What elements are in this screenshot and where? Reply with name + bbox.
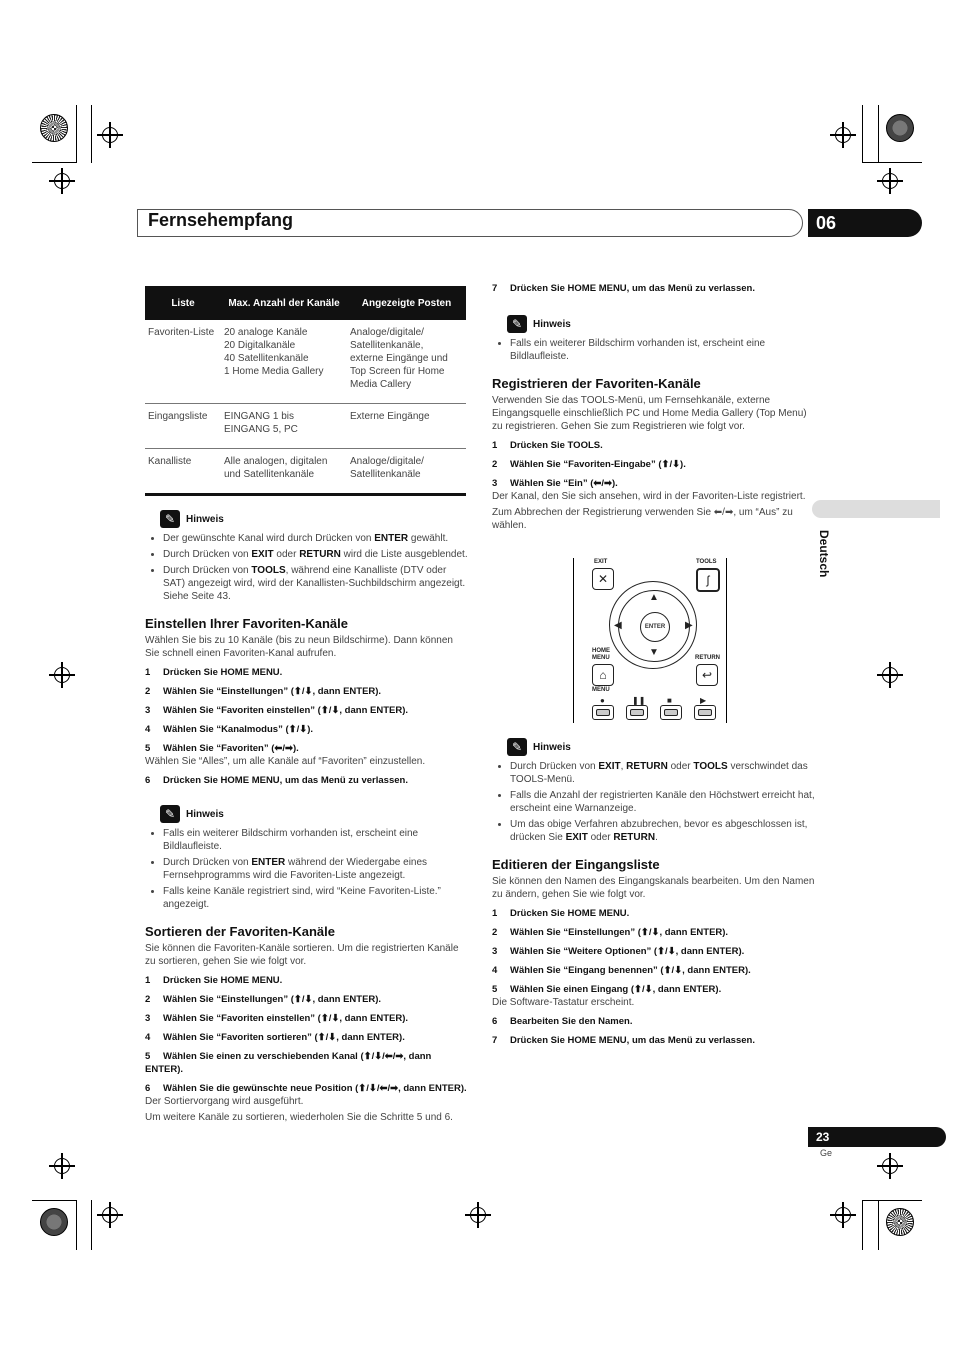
step: 6 Bearbeiten Sie den Namen. bbox=[492, 1016, 633, 1027]
note-label: Hinweis bbox=[186, 808, 224, 820]
step: 4 Wählen Sie “Favoriten sortieren” (⬆/⬇, dann ENTER). bbox=[145, 1032, 405, 1043]
arrow-right-icon: ▶ bbox=[685, 620, 693, 631]
color-button-icon bbox=[694, 705, 716, 720]
menu-label: MENU bbox=[592, 687, 610, 693]
table-row bbox=[145, 320, 466, 404]
list-item: • Falls ein weiterer Bildschirm vorhanden ist, erscheint eine Bildlaufleiste. bbox=[163, 827, 470, 853]
registration-mark-icon bbox=[54, 173, 70, 189]
note-heading bbox=[145, 510, 470, 528]
section-intro: Sie können den Namen des Eingangskanals bearbeiten. Um den Namen zu ändern, gehen Sie wie folgt vor. bbox=[492, 876, 815, 900]
list-item: • Der gewünschte Kanal wird durch Drücken von ENTER gewählt. bbox=[163, 532, 470, 545]
list-item: • Falls keine Kanäle registriert sind, wird “Keine Favoriten-Liste.” angezeigt. bbox=[163, 885, 470, 911]
stop-icon: ■ bbox=[667, 696, 672, 705]
record-icon: ● bbox=[600, 696, 605, 705]
step-note: Der Sortiervorgang wird ausgeführt. bbox=[145, 1096, 304, 1107]
step: 7 Drücken Sie HOME MENU, um das Menü zu verlassen. bbox=[492, 1035, 755, 1046]
step: 1 Drücken Sie HOME MENU. bbox=[145, 975, 283, 986]
language-tab bbox=[812, 500, 940, 518]
section-intro: Wählen Sie bis zu 10 Kanäle (bis zu neun Bildschirme). Dann können Sie schnell einen Favoriten-Kanal aufrufen. bbox=[145, 635, 453, 659]
section-heading: Registrieren der Favoriten-Kanäle bbox=[492, 376, 701, 391]
step: 2 Wählen Sie “Einstellungen” (⬆/⬇, dann ENTER). bbox=[492, 927, 729, 938]
remote-illustration bbox=[573, 558, 727, 723]
pencil-icon: ✎ bbox=[507, 315, 527, 333]
step: 2 Wählen Sie “Einstellungen” (⬆/⬇, dann ENTER). bbox=[145, 686, 382, 697]
table-cell: Externe Eingänge bbox=[347, 404, 466, 449]
step: 6 Drücken Sie HOME MENU, um das Menü zu verlassen. bbox=[145, 775, 408, 786]
step: 5 Wählen Sie “Favoriten” (⬅/➡). bbox=[145, 743, 299, 754]
registration-mark-icon bbox=[882, 667, 898, 683]
step: 3 Wählen Sie “Ein” (⬅/➡). bbox=[492, 478, 618, 489]
note-heading bbox=[492, 315, 817, 333]
registration-mark-icon bbox=[54, 667, 70, 683]
arrow-left-icon: ◀ bbox=[614, 620, 622, 631]
list-item: • Um das obige Verfahren abzubrechen, bevor es abgeschlossen ist, drücken Sie EXIT oder RETURN. bbox=[510, 818, 817, 844]
section-heading: Editieren der Eingangsliste bbox=[492, 857, 660, 872]
page-title: Fernsehempfang bbox=[148, 210, 294, 230]
step-note: Die Software-Tastatur erscheint. bbox=[492, 997, 635, 1008]
list-table bbox=[145, 286, 466, 496]
exit-button-icon: ✕ bbox=[592, 568, 614, 590]
arrow-up-icon: ▲ bbox=[649, 592, 659, 603]
step: 5 Wählen Sie einen Eingang (⬆/⬇, dann ENTER). bbox=[492, 984, 722, 995]
table-cell: Favoriten-Liste bbox=[145, 320, 221, 404]
enter-button-icon: ENTER bbox=[640, 612, 670, 642]
table-cell: Analoge/digitale/ Satellitenkanäle, externe Eingänge und Top Screen für Home Media Callery bbox=[347, 320, 466, 404]
page-language: Ge bbox=[820, 1148, 833, 1158]
table-cell: Analoge/digitale/ Satellitenkanäle bbox=[347, 449, 466, 495]
table-cell: 20 analoge Kanäle 20 Digitalkanäle 40 Satellitenkanäle 1 Home Media Gallery bbox=[221, 320, 347, 404]
color-bar-icon bbox=[886, 114, 914, 142]
list-item: • Falls ein weiterer Bildschirm vorhanden ist, erscheint eine Bildlaufleiste. bbox=[510, 337, 817, 363]
registration-mark-icon bbox=[102, 1207, 118, 1223]
note-list bbox=[145, 827, 470, 911]
note-list bbox=[492, 760, 817, 844]
tools-button-icon: ʃ bbox=[696, 568, 720, 592]
note-list bbox=[145, 532, 470, 603]
list-item: • Durch Drücken von ENTER während der Wiedergabe eines Fernsehprogramms wird die Favoriten-Liste angezeigt. bbox=[163, 856, 470, 882]
arrow-down-icon: ▼ bbox=[649, 647, 659, 658]
registration-mark-icon bbox=[54, 1158, 70, 1174]
section-heading: Einstellen Ihrer Favoriten-Kanäle bbox=[145, 616, 349, 631]
table-cell: Kanalliste bbox=[145, 449, 221, 495]
section-heading: Sortieren der Favoriten-Kanäle bbox=[145, 924, 335, 939]
pencil-icon: ✎ bbox=[160, 805, 180, 823]
color-bar-icon bbox=[40, 114, 68, 142]
table-cell: Eingangsliste bbox=[145, 404, 221, 449]
table-cell: EINGANG 1 bis EINGANG 5, PC bbox=[221, 404, 347, 449]
step: 2 Wählen Sie “Einstellungen” (⬆/⬇, dann ENTER). bbox=[145, 994, 382, 1005]
color-button-icon bbox=[626, 705, 648, 720]
note-heading bbox=[492, 738, 817, 756]
color-bar-icon bbox=[40, 1208, 68, 1236]
play-icon: ▶ bbox=[700, 696, 707, 705]
left-column bbox=[145, 286, 470, 1124]
step: 6 Wählen Sie die gewünschte neue Position (⬆/⬇/⬅/➡, dann ENTER). bbox=[145, 1083, 467, 1094]
pencil-icon: ✎ bbox=[160, 510, 180, 528]
step: 1 Drücken Sie HOME MENU. bbox=[492, 908, 630, 919]
color-button-icon bbox=[660, 705, 682, 720]
registration-mark-icon bbox=[470, 1207, 486, 1223]
step-note: Zum Abbrechen der Registrierung verwenden Sie ⬅/➡, um “Aus” zu wählen. bbox=[492, 507, 793, 531]
step: 1 Drücken Sie HOME MENU. bbox=[145, 667, 283, 678]
registration-mark-icon bbox=[102, 127, 118, 143]
chapter-number: 06 bbox=[808, 209, 922, 237]
registration-mark-icon bbox=[882, 173, 898, 189]
table-cell: Alle analogen, digitalen und Satellitenkanäle bbox=[221, 449, 347, 495]
table-header: Angezeigte Posten bbox=[347, 286, 466, 320]
return-button-icon: ↩ bbox=[696, 664, 718, 686]
list-item: • Durch Drücken von EXIT oder RETURN wird die Liste ausgeblendet. bbox=[163, 548, 470, 561]
step: 2 Wählen Sie “Favoriten-Eingabe” (⬆/⬇). bbox=[492, 459, 686, 470]
registration-mark-icon bbox=[835, 127, 851, 143]
note-label: Hinweis bbox=[533, 741, 571, 753]
table-row bbox=[145, 449, 466, 495]
registration-mark-icon bbox=[882, 1158, 898, 1174]
list-item: • Durch Drücken von EXIT, RETURN oder TOOLS verschwindet das TOOLS-Menü. bbox=[510, 760, 817, 786]
step: 3 Wählen Sie “Favoriten einstellen” (⬆/⬇, dann ENTER). bbox=[145, 1013, 409, 1024]
table-row bbox=[145, 404, 466, 449]
color-bar-icon bbox=[886, 1208, 914, 1236]
step-note: Um weitere Kanäle zu sortieren, wiederholen Sie die Schritte 5 und 6. bbox=[145, 1112, 453, 1123]
note-label: Hinweis bbox=[533, 318, 571, 330]
registration-mark-icon bbox=[835, 1207, 851, 1223]
right-column bbox=[492, 280, 817, 532]
color-button-icon bbox=[592, 705, 614, 720]
step: 4 Wählen Sie “Eingang benennen” (⬆/⬇, dann ENTER). bbox=[492, 965, 751, 976]
return-label: RETURN bbox=[695, 655, 720, 661]
table-header: Liste bbox=[145, 286, 221, 320]
pause-icon: ❚❚ bbox=[632, 696, 646, 705]
right-column-lower bbox=[492, 728, 817, 1047]
tools-label: TOOLS bbox=[696, 559, 717, 565]
step-note: Wählen Sie “Alles”, um alle Kanäle auf “Favoriten” einzustellen. bbox=[145, 756, 426, 767]
exit-label: EXIT bbox=[594, 559, 608, 565]
page-number: 23 bbox=[808, 1127, 946, 1147]
note-list bbox=[492, 337, 817, 363]
list-item: • Falls die Anzahl der registrierten Kanäle den Höchstwert erreicht hat, erscheint eine Warnanzeige. bbox=[510, 789, 817, 815]
step: 3 Wählen Sie “Weitere Optionen” (⬆/⬇, dann ENTER). bbox=[492, 946, 745, 957]
step: 4 Wählen Sie “Kanalmodus” (⬆/⬇). bbox=[145, 724, 313, 735]
note-heading bbox=[145, 805, 470, 823]
step-note: Der Kanal, den Sie sich ansehen, wird in der Favoriten-Liste registriert. bbox=[492, 491, 806, 502]
step: 7 Drücken Sie HOME MENU, um das Menü zu verlassen. bbox=[492, 283, 755, 294]
section-intro: Verwenden Sie das TOOLS-Menü, um Fernsehkanäle, externe Eingangsquelle einschließlich PC und Home Media Gallery (Top Menu) zu registrieren. Gehen Sie zum Registrieren wie folgt vor. bbox=[492, 395, 807, 432]
language-label: Deutsch bbox=[817, 530, 831, 578]
pencil-icon: ✎ bbox=[507, 738, 527, 756]
table-header: Max. Anzahl der Kanäle bbox=[221, 286, 347, 320]
home-button-icon: ⌂ bbox=[592, 664, 614, 686]
step: 5 Wählen Sie einen zu verschiebenden Kanal (⬆/⬇/⬅/➡, dann ENTER). bbox=[145, 1051, 432, 1075]
list-item: • Durch Drücken von TOOLS, während eine Kanalliste (DTV oder SAT) angezeigt wird, wird der Kanallisten-Suchbildschirm angezeigt. Siehe Seite 43. bbox=[163, 564, 470, 603]
step: 1 Drücken Sie TOOLS. bbox=[492, 440, 603, 451]
section-intro: Sie können die Favoriten-Kanäle sortieren. Um die registrierten Kanäle zu sortieren, gehen Sie wie folgt vor. bbox=[145, 943, 459, 967]
home-menu-label: HOME MENU bbox=[592, 648, 610, 661]
step: 3 Wählen Sie “Favoriten einstellen” (⬆/⬇, dann ENTER). bbox=[145, 705, 409, 716]
note-label: Hinweis bbox=[186, 513, 224, 525]
